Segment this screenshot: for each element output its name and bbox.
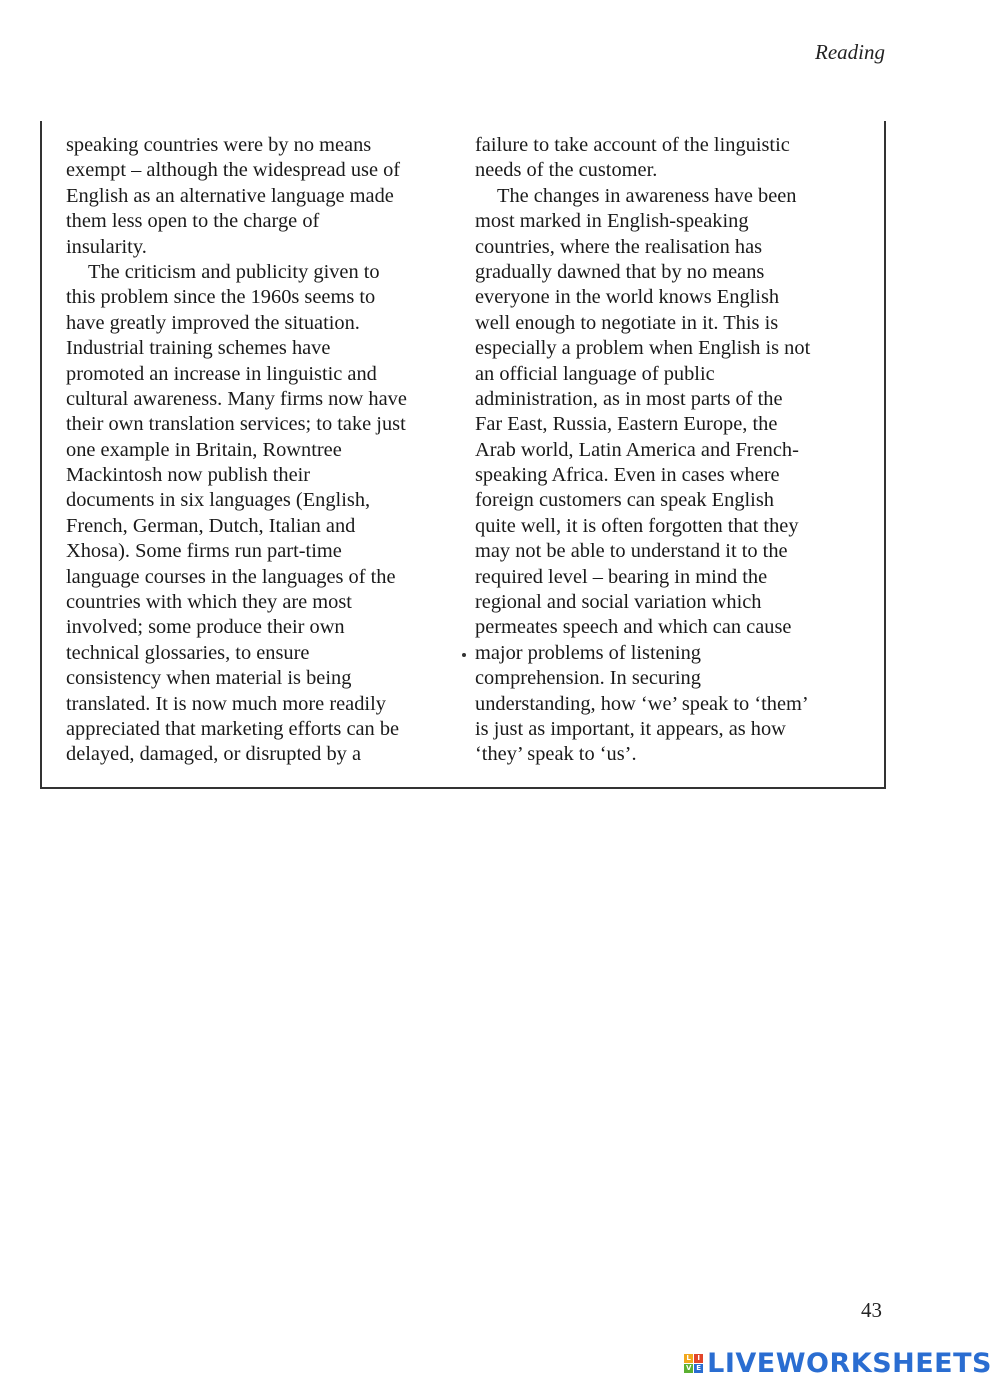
text-line: needs of the customer. xyxy=(475,159,658,182)
text-line: Industrial training schemes have xyxy=(66,337,331,360)
text-line: language courses in the languages of the xyxy=(66,565,396,588)
text-line: insularity. xyxy=(66,235,147,258)
text-line: may not be able to understand it to the xyxy=(475,540,788,563)
right-column xyxy=(475,133,870,768)
text-line: technical glossaries, to ensure xyxy=(66,641,310,664)
text-line: Arab world, Latin America and French- xyxy=(475,438,799,461)
text-line: an official language of public xyxy=(475,362,715,385)
text-line: English as an alternative language made xyxy=(66,184,394,207)
margin-dot xyxy=(462,653,466,657)
text-line: one example in Britain, Rowntree xyxy=(66,438,342,461)
text-line: comprehension. In securing xyxy=(475,667,701,690)
text-line: countries, where the realisation has xyxy=(475,235,763,258)
text-line: most marked in English-speaking xyxy=(475,210,749,233)
liveworksheets-logo-icon: L I V E xyxy=(684,1354,703,1373)
text-line: especially a problem when English is not xyxy=(475,337,811,360)
text-line: Mackintosh now publish their xyxy=(66,464,311,487)
text-line: cultural awareness. Many firms now have xyxy=(66,387,407,410)
text-line: them less open to the charge of xyxy=(66,210,320,233)
brand-wordmark: LIVEWORKSHEETS xyxy=(707,1348,992,1379)
text-line: ‘they’ speak to ‘us’. xyxy=(475,743,637,766)
text-line: is just as important, it appears, as how xyxy=(475,717,786,740)
text-line: quite well, it is often forgotten that they xyxy=(475,514,799,537)
page-number: 43 xyxy=(861,1298,882,1322)
text-line: their own translation services; to take just xyxy=(66,413,406,436)
text-line: have greatly improved the situation. xyxy=(66,311,360,334)
running-header: Reading xyxy=(815,40,885,64)
text-line: Far East, Russia, Eastern Europe, the xyxy=(475,413,778,436)
text-line: speaking Africa. Even in cases where xyxy=(475,464,780,487)
text-line: consistency when material is being xyxy=(66,667,352,690)
text-line: permeates speech and which can cause xyxy=(475,616,792,639)
text-line: regional and social variation which xyxy=(475,591,762,614)
text-line: this problem since the 1960s seems to xyxy=(66,286,376,309)
left-column xyxy=(66,133,461,768)
paragraph-start-line: The changes in awareness have been xyxy=(497,184,797,207)
text-line: documents in six languages (English, xyxy=(66,489,371,512)
text-line: countries with which they are most xyxy=(66,591,352,614)
text-line: translated. It is now much more readily xyxy=(66,692,386,715)
text-line: major problems of listening xyxy=(475,641,701,664)
text-line: exempt – although the widespread use of xyxy=(66,159,401,182)
text-line: failure to take account of the linguistic xyxy=(475,134,790,156)
text-line: foreign customers can speak English xyxy=(475,489,774,512)
text-line: Xhosa). Some firms run part-time xyxy=(66,540,342,563)
paragraph-start-line: The criticism and publicity given to xyxy=(88,260,380,283)
text-line: involved; some produce their own xyxy=(66,616,345,639)
text-line: understanding, how ‘we’ speak to ‘them’ xyxy=(475,692,809,715)
text-line: everyone in the world knows English xyxy=(475,286,780,309)
text-line: delayed, damaged, or disrupted by a xyxy=(66,743,361,766)
text-line: speaking countries were by no means xyxy=(66,134,372,156)
text-line: promoted an increase in linguistic and xyxy=(66,362,377,385)
text-line: appreciated that marketing efforts can be xyxy=(66,717,400,740)
text-line: well enough to negotiate in it. This is xyxy=(475,311,779,334)
text-line: required level – bearing in mind the xyxy=(475,565,768,588)
text-line: administration, as in most parts of the xyxy=(475,387,783,410)
text-line: French, German, Dutch, Italian and xyxy=(66,514,356,537)
text-line: gradually dawned that by no means xyxy=(475,260,765,283)
liveworksheets-brand[interactable] xyxy=(684,1348,992,1379)
